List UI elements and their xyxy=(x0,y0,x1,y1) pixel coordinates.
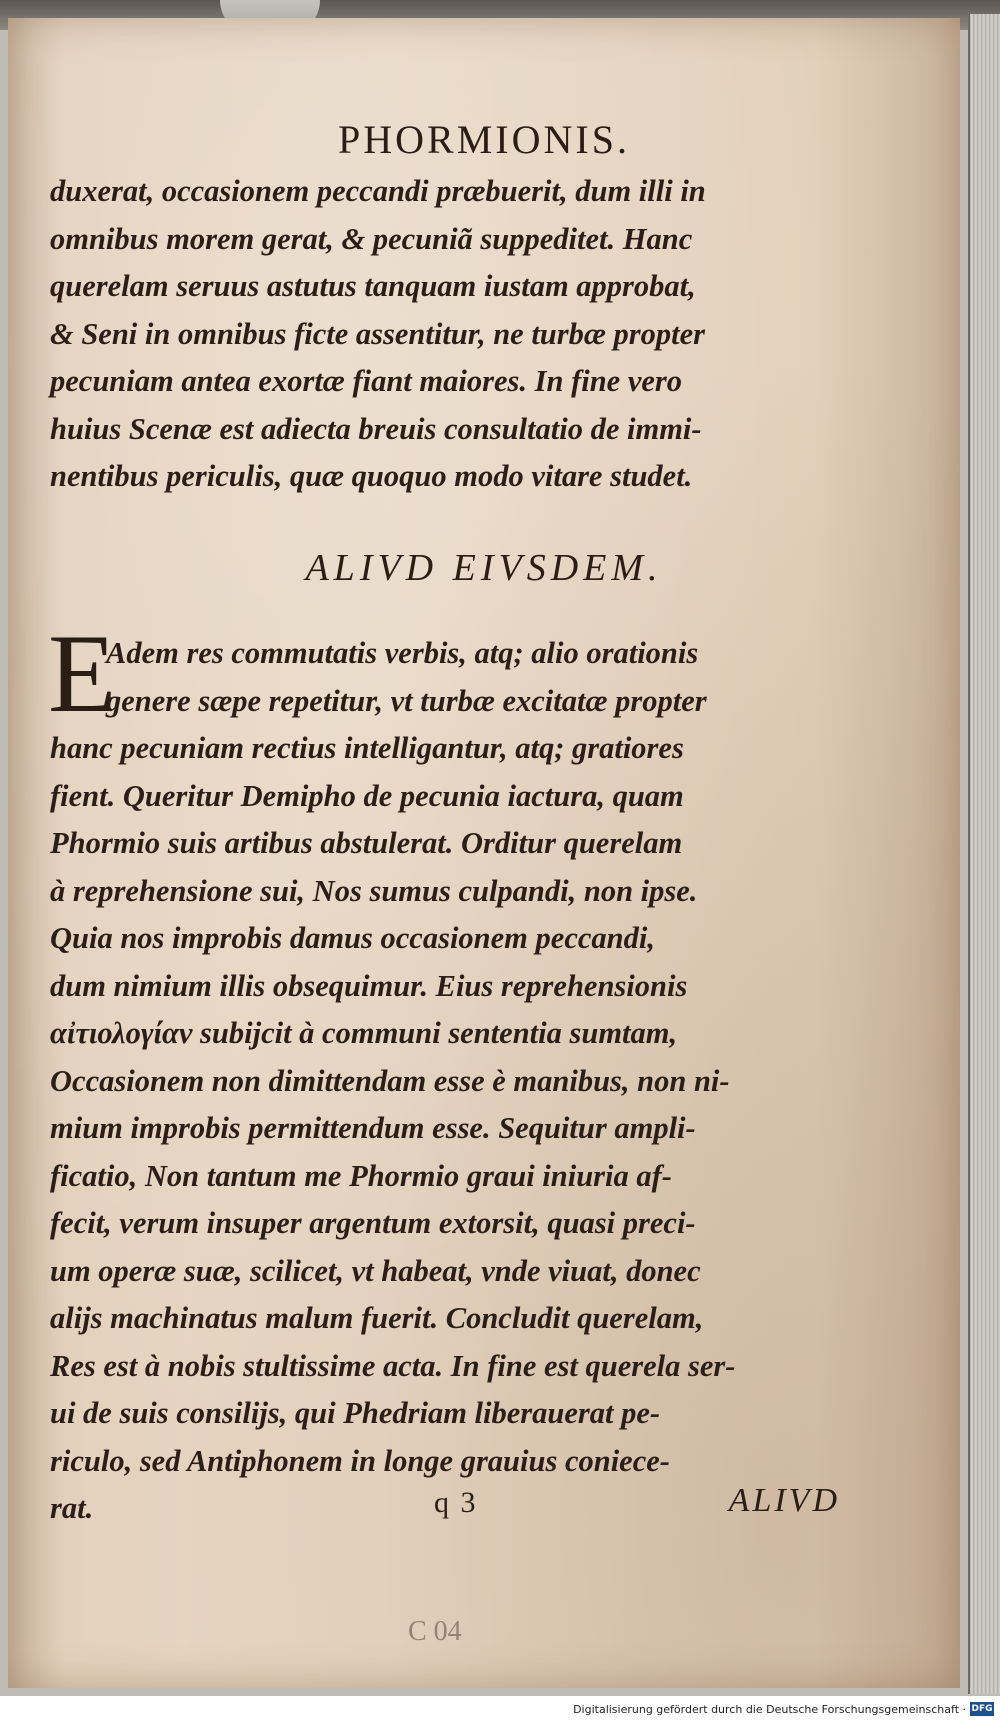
text-line: pecuniam antea exortæ fiant maiores. In fine vero xyxy=(50,364,683,398)
section-heading: ALIVD EIVSDEM. xyxy=(305,547,663,589)
text-line: Quia nos improbis damus occasionem peccandi, xyxy=(50,921,655,955)
text-line: duxerat, occasionem peccandi præbuerit, dum illi in xyxy=(50,174,706,208)
text-line: Res est à nobis stultissime acta. In fine est querela ser- xyxy=(50,1348,736,1383)
book-page xyxy=(8,18,960,1688)
text-line: αἰτιολογίαν subijcit à communi sententia sumtam, xyxy=(50,1016,678,1050)
funding-credit: Digitalisierung gefördert durch die Deutsche Forschungsgemeinschaft · xyxy=(573,1703,966,1716)
drop-cap: E xyxy=(48,612,117,736)
book-fore-edge xyxy=(968,14,1000,1694)
text-line: omnibus morem gerat, & pecuniã suppeditet. Hanc xyxy=(50,221,693,256)
text-line: & Seni in omnibus ficte assentitur, ne turbæ propter xyxy=(50,316,706,351)
text-line: mium improbis permittendum esse. Sequitur ampli- xyxy=(50,1111,696,1145)
text-line: ui de suis consilijs, qui Phedriam liberauerat pe- xyxy=(50,1396,661,1430)
running-header: PHORMIONIS. xyxy=(338,117,630,162)
text-line: riculo, sed Antiphonem in longe grauius coniece- xyxy=(50,1443,670,1478)
text-line: hanc pecuniam rectius intelligantur, atq; gratiores xyxy=(50,731,684,765)
text-line: alijs machinatus malum fuerit. Concludit querelam, xyxy=(50,1301,704,1335)
text-line: fient. Queritur Demipho de pecunia iactura, quam xyxy=(50,778,684,813)
text-line: rat. xyxy=(50,1491,94,1525)
text-line: ficatio, Non tantum me Phormio graui iniuria af- xyxy=(50,1158,672,1193)
text-line: um operæ suæ, scilicet, vt habeat, vnde viuat, donec xyxy=(50,1253,701,1288)
text-line: Occasionem non dimittendam esse è manibus, non ni- xyxy=(50,1063,730,1098)
paragraph-1 xyxy=(50,168,840,501)
paragraph-2 xyxy=(50,630,840,1533)
text-line: à reprehensione sui, Nos sumus culpandi, non ipse. xyxy=(50,873,698,908)
signature-mark: q 3 xyxy=(434,1486,478,1519)
text-line: dum nimium illis obsequimur. Eius reprehensionis xyxy=(50,968,688,1003)
text-line: Phormio suis artibus abstulerat. Orditur querelam xyxy=(50,826,683,860)
text-line: querelam seruus astutus tanquam iustam approbat, xyxy=(50,269,696,303)
dfg-logo: DFG xyxy=(971,1704,993,1714)
text-line: nentibus periculis, quæ quoquo modo vitare studet. xyxy=(50,459,693,493)
text-line: huius Scenæ est adiecta breuis consultatio de immi- xyxy=(50,411,702,446)
text-line: Adem res commutatis verbis, atq; alio orationis xyxy=(106,636,699,670)
catchword: ALIVD xyxy=(728,1482,840,1519)
bleed-through-mark: C 04 xyxy=(408,1616,462,1647)
text-line: fecit, verum insuper argentum extorsit, quasi preci- xyxy=(50,1206,696,1240)
text-line: genere sæpe repetitur, vt turbæ excitatæ propter xyxy=(106,683,707,718)
digitization-footer xyxy=(0,1696,1000,1720)
